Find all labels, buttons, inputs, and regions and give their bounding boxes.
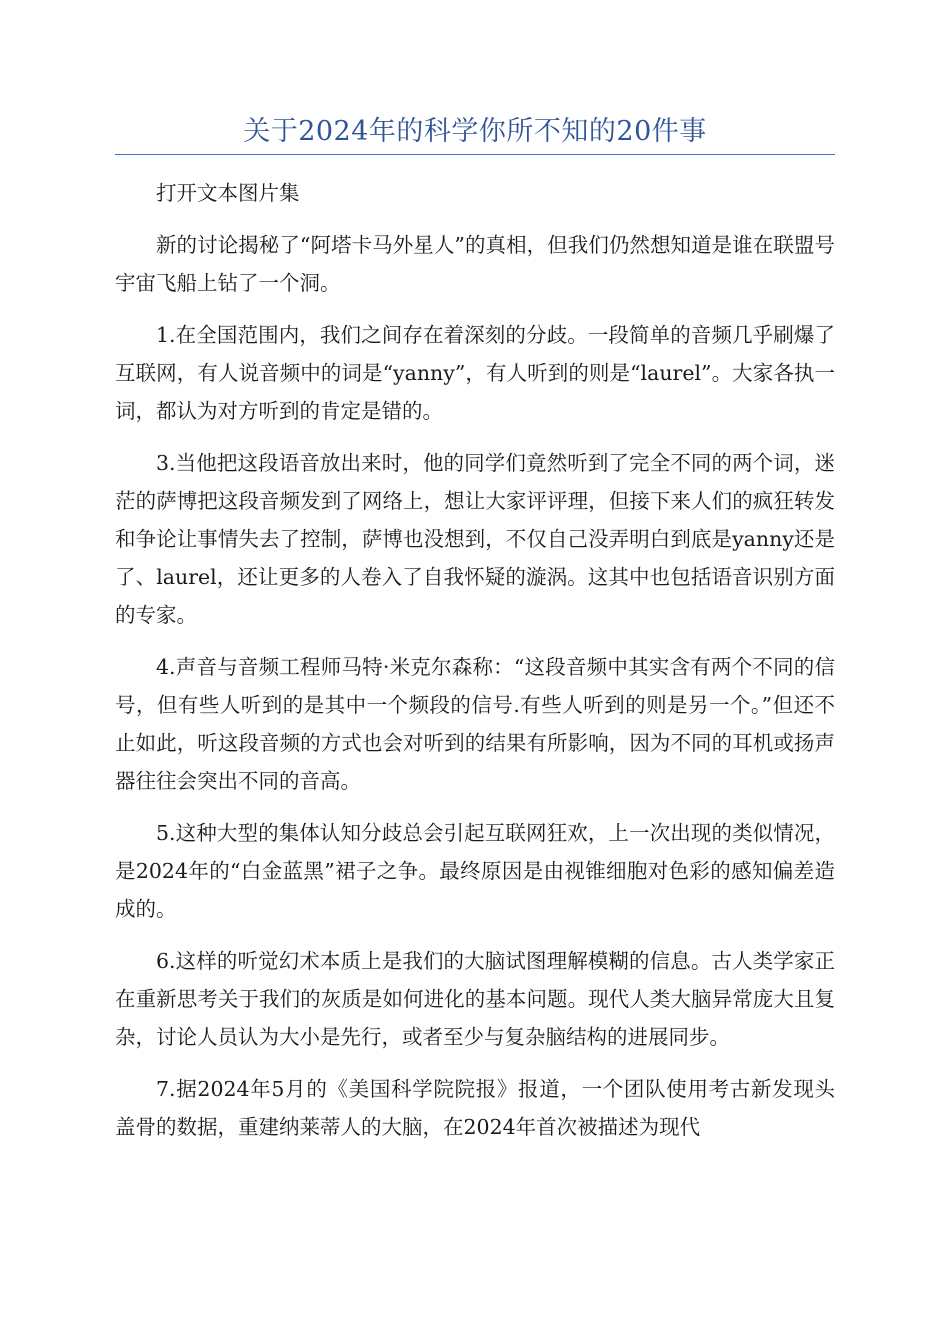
- paragraph-6: 5.这种大型的集体认知分歧总会引起互联网狂欢，上一次出现的类似情况，是2024年的“白金蓝黑”裙子之争。最终原因是由视锥细胞对色彩的感知偏差造成的。: [115, 821, 835, 921]
- document-title: 关于2024年的科学你所不知的20件事: [243, 116, 707, 147]
- paragraph-2: 新的讨论揭秘了“阿塔卡马外星人”的真相，但我们仍然想知道是谁在联盟号宇宙飞船上钻了一个洞。: [115, 233, 835, 295]
- document-body: [115, 174, 835, 1160]
- paragraph-7: 6.这样的听觉幻术本质上是我们的大脑试图理解模糊的信息。古人类学家正在重新思考关于我们的灰质是如何进化的基本问题。现代人类大脑异常庞大且复杂，讨论人员认为大小是先行，或者至少与复杂脑结构的进展同步。: [115, 949, 835, 1049]
- paragraph-1: 打开文本图片集: [156, 181, 300, 205]
- title-underline: [115, 154, 835, 155]
- paragraph-3: 1.在全国范围内，我们之间存在着深刻的分歧。一段简单的音频几乎刷爆了互联网，有人说音频中的词是“yanny”，有人听到的则是“laurel”。大家各执一词，都认为对方听到的肯定是错的。: [115, 323, 835, 423]
- paragraph-4: 3.当他把这段语音放出来时，他的同学们竟然听到了完全不同的两个词，迷茫的萨博把这段音频发到了网络上，想让大家评评理，但接下来人们的疯狂转发和争论让事情失去了控制，萨博也没想到，不仅自己没弄明白到底是yanny还是了、laurel，还让更多的人卷入了自我怀疑的漩涡。这其中也包括语音识别方面的专家。: [115, 451, 835, 627]
- paragraph-8: 7.据2024年5月的《美国科学院院报》报道，一个团队使用考古新发现头盖骨的数据，重建纳莱蒂人的大脑，在2024年首次被描述为现代: [115, 1077, 835, 1139]
- paragraph-5: 4.声音与音频工程师马特·米克尔森称：“这段音频中其实含有两个不同的信号，但有些人听到的是其中一个频段的信号.有些人听到的则是另一个。”但还不止如此，听这段音频的方式也会对听到的结果有所影响，因为不同的耳机或扬声器往往会突出不同的音高。: [115, 655, 835, 793]
